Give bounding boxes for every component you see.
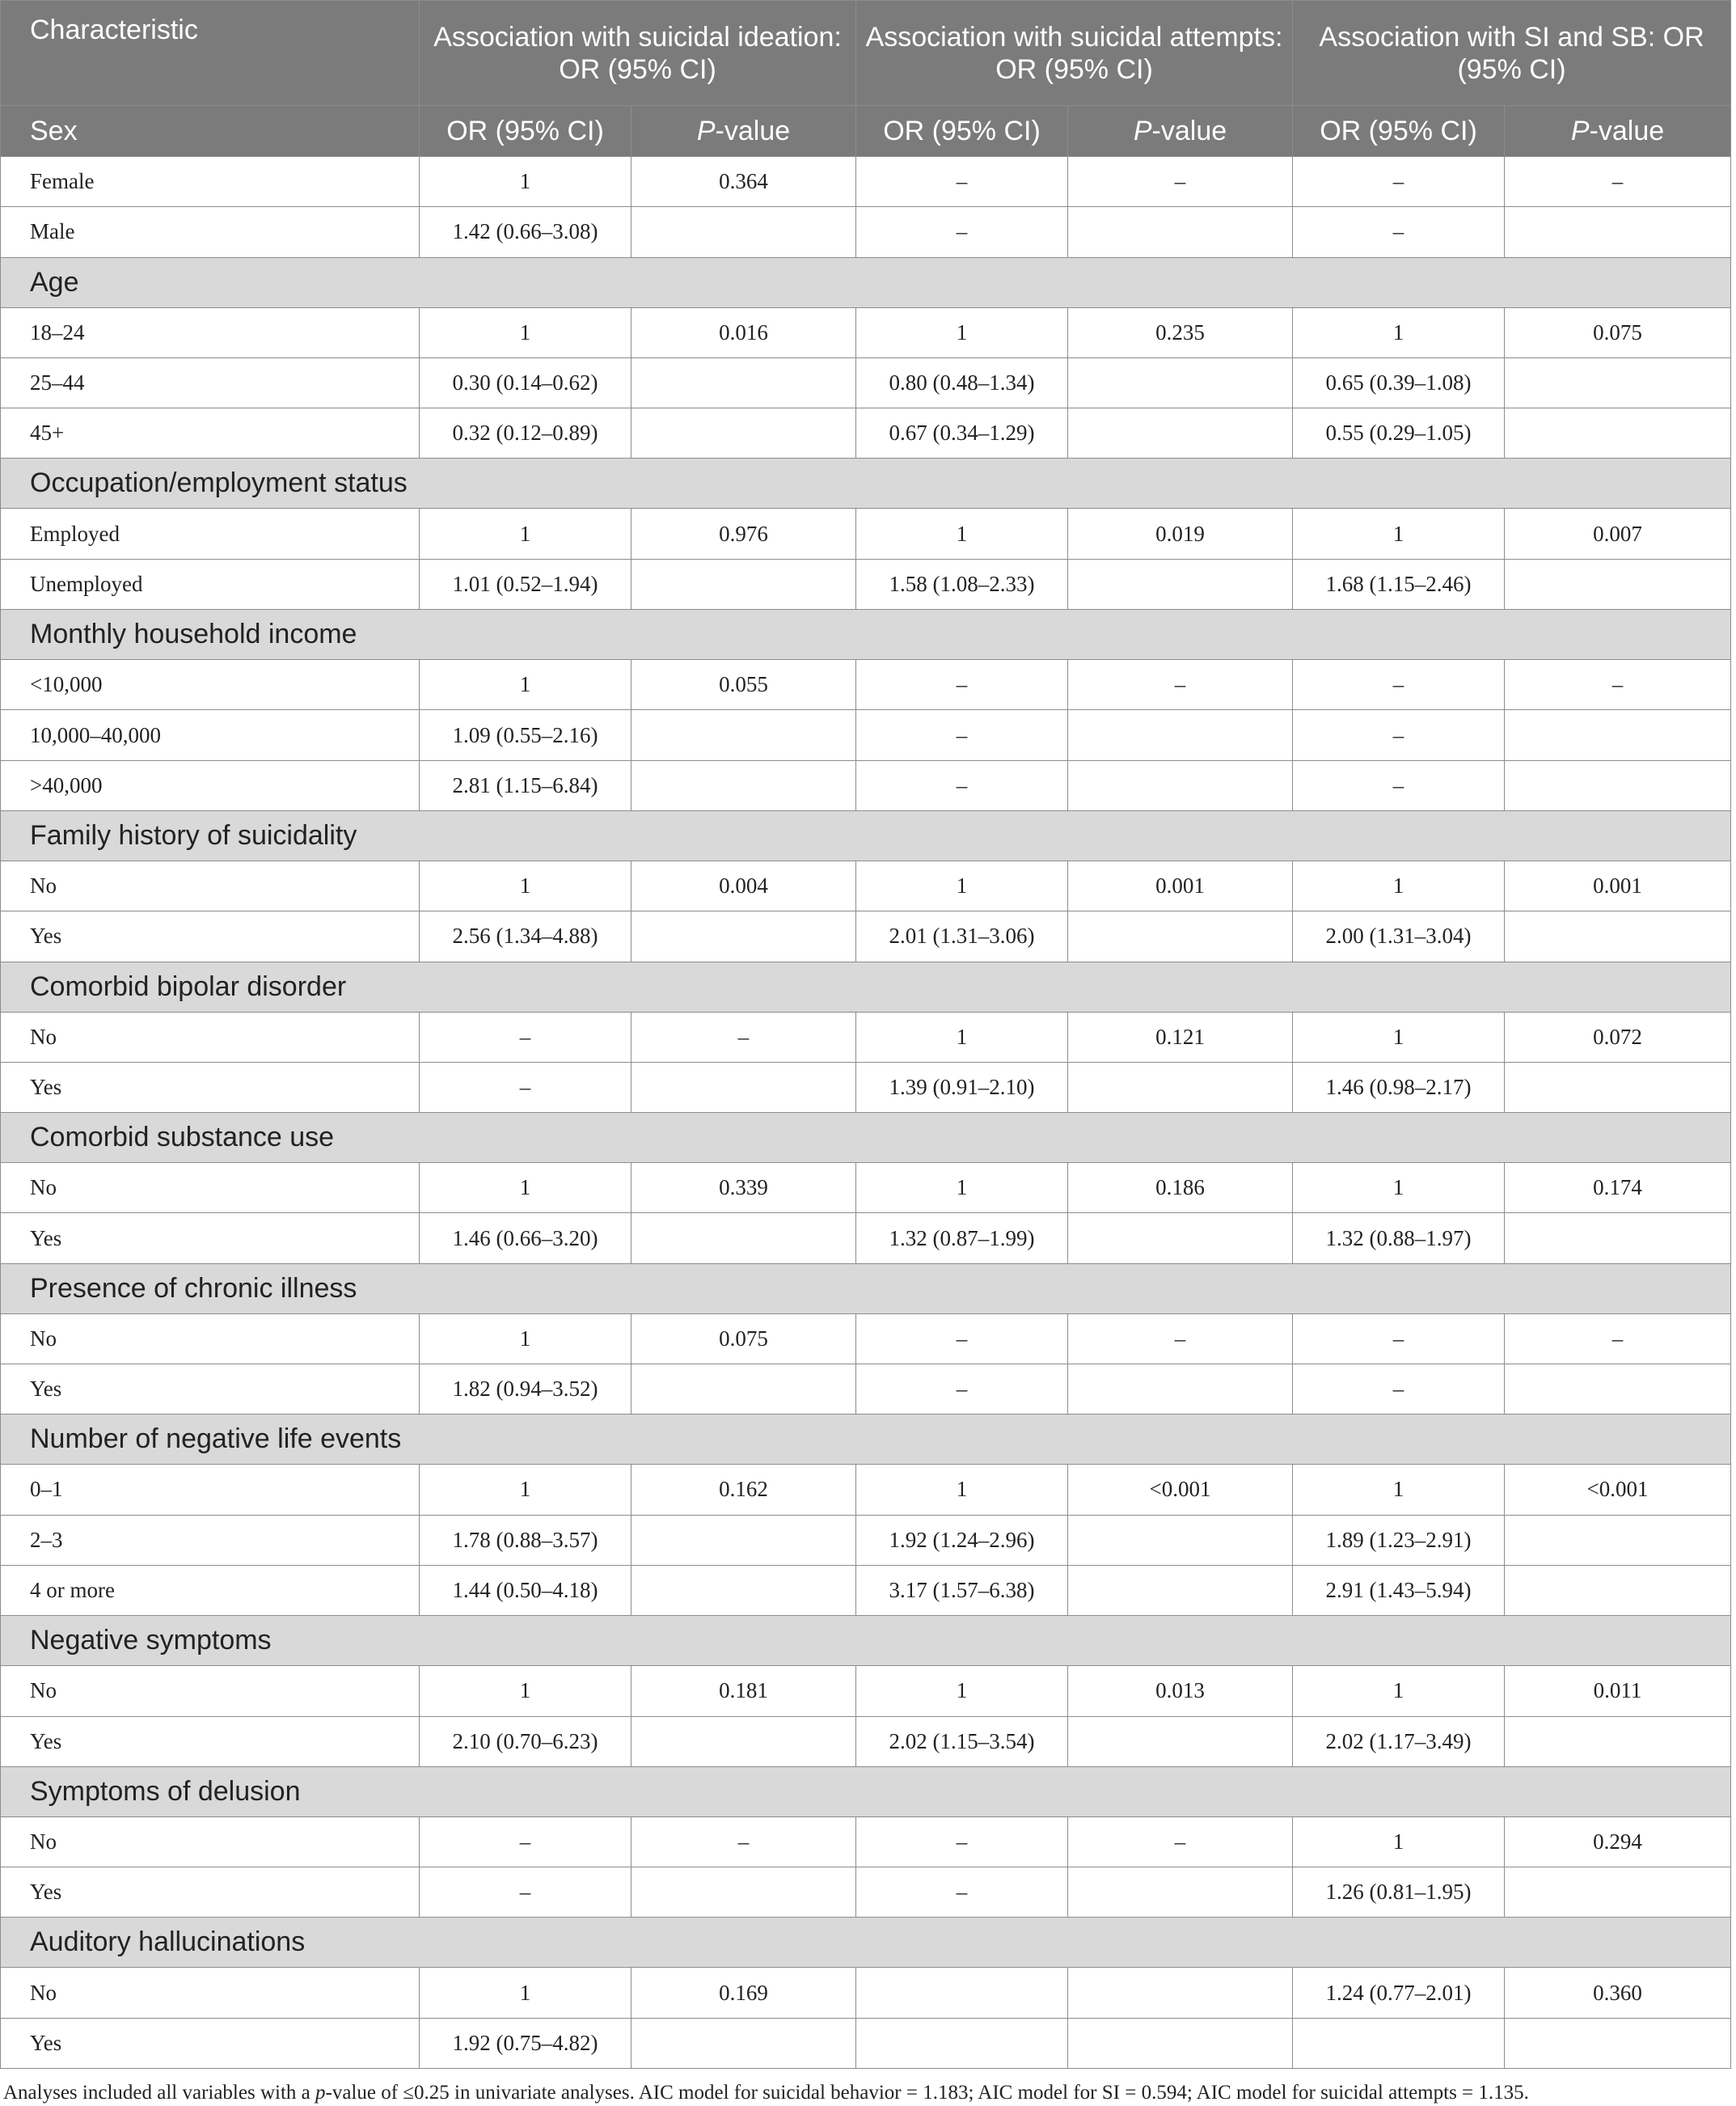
table-row: [1, 1364, 1731, 1415]
row-label: No: [1, 1816, 420, 1867]
sa-p-cell: [1068, 1364, 1293, 1415]
sa-or-cell: –: [856, 1867, 1068, 1918]
p-suffix: -value: [1151, 116, 1227, 146]
sa-or-cell: 2.02 (1.15–3.54): [856, 1716, 1068, 1766]
table-body: [1, 157, 1731, 2069]
si-or-cell: 1.01 (0.52–1.94): [420, 559, 631, 609]
sisb-or-cell: –: [1293, 157, 1505, 207]
section-header-row: [1, 1415, 1731, 1465]
sisb-p-cell: [1505, 1213, 1731, 1263]
sa-p-cell: [1068, 559, 1293, 609]
sa-p-cell: [1068, 1968, 1293, 2018]
si-or-cell: 1.78 (0.88–3.57): [420, 1515, 631, 1565]
sisb-p-cell: [1505, 408, 1731, 459]
table-footnote: [3, 2082, 1529, 2104]
row-label: 18–24: [1, 307, 420, 357]
p-suffix: -value: [715, 116, 791, 146]
section-title: Family history of suicidality: [1, 810, 1731, 861]
row-label: 4 or more: [1, 1565, 420, 1615]
sisb-or-cell: –: [1293, 1364, 1505, 1415]
sa-or-cell: 1: [856, 509, 1068, 559]
p-letter: P: [1570, 116, 1590, 146]
sa-p-cell: 0.019: [1068, 509, 1293, 559]
row-label: Yes: [1, 1213, 420, 1263]
section-title: Comorbid bipolar disorder: [1, 962, 1731, 1012]
table-row: [1, 509, 1731, 559]
sisb-p-cell: 0.007: [1505, 509, 1731, 559]
si-or-cell: 1: [420, 861, 631, 911]
sisb-p-cell: –: [1505, 660, 1731, 710]
sisb-or-cell: 1.24 (0.77–2.01): [1293, 1968, 1505, 2018]
row-label: >40,000: [1, 760, 420, 810]
sisb-or-cell: [1293, 2018, 1505, 2068]
si-p-cell: –: [631, 1012, 856, 1062]
si-or-cell: 0.32 (0.12–0.89): [420, 408, 631, 459]
sisb-or-cell: 2.00 (1.31–3.04): [1293, 911, 1505, 962]
sa-or-cell: 0.67 (0.34–1.29): [856, 408, 1068, 459]
sa-or-cell: –: [856, 660, 1068, 710]
sisb-or-cell: 1: [1293, 1465, 1505, 1515]
table-row: [1, 1816, 1731, 1867]
sa-or-cell: –: [856, 760, 1068, 810]
table-row: [1, 760, 1731, 810]
sisb-p-cell: 0.360: [1505, 1968, 1731, 2018]
sisb-or-cell: 1: [1293, 861, 1505, 911]
sisb-or-cell: 2.02 (1.17–3.49): [1293, 1716, 1505, 1766]
si-p-cell: [631, 1716, 856, 1766]
p-letter: P: [696, 116, 716, 146]
si-or-cell: 1: [420, 509, 631, 559]
row-label: No: [1, 1666, 420, 1716]
sisb-p-cell: [1505, 1364, 1731, 1415]
header-section-sex: Sex: [1, 106, 420, 157]
table-row: [1, 1968, 1731, 2018]
header-group-si-and-sb: Association with SI and SB: OR (95% CI): [1293, 1, 1731, 106]
sisb-p-cell: [1505, 760, 1731, 810]
sa-p-cell: 0.235: [1068, 307, 1293, 357]
si-p-cell: 0.181: [631, 1666, 856, 1716]
header-or-ci: OR (95% CI): [1293, 106, 1505, 157]
si-or-cell: 1.42 (0.66–3.08): [420, 207, 631, 257]
si-or-cell: –: [420, 1062, 631, 1112]
table-row: [1, 408, 1731, 459]
section-title: Age: [1, 257, 1731, 307]
table-row: [1, 1716, 1731, 1766]
si-or-cell: 1: [420, 1968, 631, 2018]
sisb-or-cell: 1.32 (0.88–1.97): [1293, 1213, 1505, 1263]
table-row: [1, 1465, 1731, 1515]
si-p-cell: [631, 1213, 856, 1263]
si-p-cell: [631, 760, 856, 810]
sa-or-cell: 0.80 (0.48–1.34): [856, 357, 1068, 408]
si-p-cell: 0.169: [631, 1968, 856, 2018]
sisb-p-cell: 0.294: [1505, 1816, 1731, 1867]
si-or-cell: 1.82 (0.94–3.52): [420, 1364, 631, 1415]
footnote-part2: -value of ≤0.25 in univariate analyses. AIC model for suicidal behavior = 1.183; AIC model for SI = 0.594; AIC model for suicidal attempts = 1.135.: [325, 2082, 1529, 2104]
header-p-value: [1068, 106, 1293, 157]
row-label: No: [1, 1012, 420, 1062]
table-row: [1, 660, 1731, 710]
sisb-or-cell: –: [1293, 710, 1505, 760]
row-label: 0–1: [1, 1465, 420, 1515]
table-row: [1, 1666, 1731, 1716]
header-group-suicidal-attempts: Association with suicidal attempts: OR (95% CI): [856, 1, 1293, 106]
si-p-cell: [631, 710, 856, 760]
sa-or-cell: –: [856, 207, 1068, 257]
sisb-p-cell: [1505, 710, 1731, 760]
si-or-cell: 1: [420, 660, 631, 710]
row-label: Female: [1, 157, 420, 207]
sa-or-cell: –: [856, 1364, 1068, 1415]
table-row: [1, 710, 1731, 760]
sisb-p-cell: [1505, 2018, 1731, 2068]
section-header-row: [1, 459, 1731, 509]
si-p-cell: [631, 357, 856, 408]
sa-p-cell: [1068, 1213, 1293, 1263]
section-title: Occupation/employment status: [1, 459, 1731, 509]
table-row: [1, 1565, 1731, 1615]
section-title: Number of negative life events: [1, 1415, 1731, 1465]
sisb-p-cell: [1505, 1062, 1731, 1112]
sisb-p-cell: [1505, 559, 1731, 609]
header-or-ci: OR (95% CI): [856, 106, 1068, 157]
si-or-cell: 1.92 (0.75–4.82): [420, 2018, 631, 2068]
sa-or-cell: 3.17 (1.57–6.38): [856, 1565, 1068, 1615]
sisb-p-cell: –: [1505, 157, 1731, 207]
sa-p-cell: 0.186: [1068, 1163, 1293, 1213]
sa-or-cell: 1.92 (1.24–2.96): [856, 1515, 1068, 1565]
si-p-cell: [631, 1062, 856, 1112]
table-row: [1, 1012, 1731, 1062]
section-title: Presence of chronic illness: [1, 1263, 1731, 1313]
sisb-p-cell: –: [1505, 1313, 1731, 1364]
sisb-p-cell: 0.011: [1505, 1666, 1731, 1716]
sisb-p-cell: 0.072: [1505, 1012, 1731, 1062]
section-header-row: [1, 962, 1731, 1012]
sisb-or-cell: 1: [1293, 509, 1505, 559]
header-group-suicidal-ideation: Association with suicidal ideation: OR (95% CI): [420, 1, 856, 106]
sa-or-cell: 1: [856, 1465, 1068, 1515]
sisb-or-cell: 1: [1293, 1163, 1505, 1213]
row-label: Yes: [1, 911, 420, 962]
table-row: [1, 207, 1731, 257]
si-or-cell: 2.10 (0.70–6.23): [420, 1716, 631, 1766]
sa-p-cell: –: [1068, 660, 1293, 710]
si-or-cell: –: [420, 1012, 631, 1062]
sa-p-cell: [1068, 1565, 1293, 1615]
sisb-or-cell: 2.91 (1.43–5.94): [1293, 1565, 1505, 1615]
sa-or-cell: –: [856, 1313, 1068, 1364]
table-row: [1, 357, 1731, 408]
sa-p-cell: [1068, 1716, 1293, 1766]
si-p-cell: [631, 911, 856, 962]
si-or-cell: 0.30 (0.14–0.62): [420, 357, 631, 408]
si-p-cell: 0.004: [631, 861, 856, 911]
sa-p-cell: 0.001: [1068, 861, 1293, 911]
si-or-cell: 1: [420, 157, 631, 207]
si-or-cell: 2.81 (1.15–6.84): [420, 760, 631, 810]
si-or-cell: 1: [420, 1163, 631, 1213]
row-label: 45+: [1, 408, 420, 459]
sisb-p-cell: [1505, 1515, 1731, 1565]
sa-or-cell: 1.58 (1.08–2.33): [856, 559, 1068, 609]
sisb-or-cell: –: [1293, 1313, 1505, 1364]
sisb-p-cell: [1505, 1867, 1731, 1918]
sa-p-cell: [1068, 2018, 1293, 2068]
row-label: No: [1, 1313, 420, 1364]
sa-p-cell: [1068, 1867, 1293, 1918]
section-header-row: [1, 1766, 1731, 1816]
sa-p-cell: [1068, 760, 1293, 810]
sisb-p-cell: [1505, 1565, 1731, 1615]
section-header-row: [1, 610, 1731, 660]
row-label: Yes: [1, 1716, 420, 1766]
sa-p-cell: [1068, 710, 1293, 760]
si-or-cell: 2.56 (1.34–4.88): [420, 911, 631, 962]
section-header-row: [1, 1616, 1731, 1666]
row-label: <10,000: [1, 660, 420, 710]
section-header-row: [1, 1113, 1731, 1163]
sisb-or-cell: –: [1293, 760, 1505, 810]
sisb-p-cell: 0.174: [1505, 1163, 1731, 1213]
sa-p-cell: [1068, 357, 1293, 408]
sa-p-cell: [1068, 408, 1293, 459]
sa-p-cell: <0.001: [1068, 1465, 1293, 1515]
sisb-p-cell: [1505, 911, 1731, 962]
si-or-cell: 1.46 (0.66–3.20): [420, 1213, 631, 1263]
sisb-p-cell: <0.001: [1505, 1465, 1731, 1515]
sa-or-cell: –: [856, 710, 1068, 760]
sisb-p-cell: 0.001: [1505, 861, 1731, 911]
sa-or-cell: 1.39 (0.91–2.10): [856, 1062, 1068, 1112]
sa-or-cell: 1: [856, 1666, 1068, 1716]
si-p-cell: 0.162: [631, 1465, 856, 1515]
section-title: Symptoms of delusion: [1, 1766, 1731, 1816]
si-or-cell: –: [420, 1816, 631, 1867]
sisb-or-cell: 1.68 (1.15–2.46): [1293, 559, 1505, 609]
sa-or-cell: 1: [856, 861, 1068, 911]
si-p-cell: [631, 1565, 856, 1615]
section-title: Negative symptoms: [1, 1616, 1731, 1666]
sa-or-cell: [856, 2018, 1068, 2068]
sisb-or-cell: 1: [1293, 307, 1505, 357]
section-title: Comorbid substance use: [1, 1113, 1731, 1163]
sa-or-cell: 2.01 (1.31–3.06): [856, 911, 1068, 962]
row-label: Yes: [1, 1867, 420, 1918]
si-or-cell: 1.44 (0.50–4.18): [420, 1565, 631, 1615]
table-row: [1, 1867, 1731, 1918]
row-label: Yes: [1, 1364, 420, 1415]
section-header-row: [1, 257, 1731, 307]
section-title: Monthly household income: [1, 610, 1731, 660]
si-p-cell: [631, 559, 856, 609]
sa-or-cell: 1: [856, 1012, 1068, 1062]
sa-p-cell: [1068, 1515, 1293, 1565]
header-p-value: [631, 106, 856, 157]
sisb-p-cell: [1505, 357, 1731, 408]
sisb-or-cell: 1: [1293, 1816, 1505, 1867]
section-header-row: [1, 810, 1731, 861]
row-label: 2–3: [1, 1515, 420, 1565]
sisb-or-cell: 0.55 (0.29–1.05): [1293, 408, 1505, 459]
si-or-cell: 1: [420, 1465, 631, 1515]
table-row: [1, 307, 1731, 357]
si-p-cell: 0.016: [631, 307, 856, 357]
si-p-cell: 0.055: [631, 660, 856, 710]
sa-p-cell: 0.013: [1068, 1666, 1293, 1716]
row-label: 10,000–40,000: [1, 710, 420, 760]
si-or-cell: 1: [420, 1313, 631, 1364]
table-row: [1, 157, 1731, 207]
header-characteristic: Characteristic: [1, 1, 420, 106]
sa-or-cell: 1.32 (0.87–1.99): [856, 1213, 1068, 1263]
si-or-cell: 1.09 (0.55–2.16): [420, 710, 631, 760]
section-header-row: [1, 1263, 1731, 1313]
sisb-or-cell: 1.89 (1.23–2.91): [1293, 1515, 1505, 1565]
sa-or-cell: 1: [856, 1163, 1068, 1213]
footnote-p-italic: p: [315, 2082, 326, 2104]
header-row-subcolumns: [1, 106, 1731, 157]
row-label: Male: [1, 207, 420, 257]
table-header: [1, 1, 1731, 157]
sisb-p-cell: [1505, 207, 1731, 257]
sa-p-cell: –: [1068, 157, 1293, 207]
row-label: Yes: [1, 2018, 420, 2068]
section-header-row: [1, 1918, 1731, 1968]
header-p-value: [1505, 106, 1731, 157]
si-p-cell: [631, 207, 856, 257]
si-p-cell: 0.364: [631, 157, 856, 207]
si-or-cell: –: [420, 1867, 631, 1918]
sisb-p-cell: [1505, 1716, 1731, 1766]
si-or-cell: 1: [420, 307, 631, 357]
sisb-p-cell: 0.075: [1505, 307, 1731, 357]
sisb-or-cell: –: [1293, 660, 1505, 710]
sa-p-cell: [1068, 1062, 1293, 1112]
row-label: No: [1, 861, 420, 911]
sisb-or-cell: 1.26 (0.81–1.95): [1293, 1867, 1505, 1918]
sisb-or-cell: 0.65 (0.39–1.08): [1293, 357, 1505, 408]
sa-p-cell: [1068, 911, 1293, 962]
header-or-ci: OR (95% CI): [420, 106, 631, 157]
p-letter: P: [1133, 116, 1152, 146]
sisb-or-cell: 1: [1293, 1012, 1505, 1062]
row-label: No: [1, 1163, 420, 1213]
sisb-or-cell: 1: [1293, 1666, 1505, 1716]
table-row: [1, 1515, 1731, 1565]
row-label: 25–44: [1, 357, 420, 408]
p-suffix: -value: [1589, 116, 1665, 146]
section-title: Auditory hallucinations: [1, 1918, 1731, 1968]
table-row: [1, 1163, 1731, 1213]
row-label: Yes: [1, 1062, 420, 1112]
row-label: No: [1, 1968, 420, 2018]
si-p-cell: –: [631, 1816, 856, 1867]
si-p-cell: [631, 408, 856, 459]
row-label: Employed: [1, 509, 420, 559]
si-p-cell: [631, 1515, 856, 1565]
row-label: Unemployed: [1, 559, 420, 609]
si-p-cell: 0.075: [631, 1313, 856, 1364]
si-or-cell: 1: [420, 1666, 631, 1716]
table-row: [1, 2018, 1731, 2068]
sa-p-cell: [1068, 207, 1293, 257]
si-p-cell: [631, 2018, 856, 2068]
sisb-or-cell: –: [1293, 207, 1505, 257]
sisb-or-cell: 1.46 (0.98–2.17): [1293, 1062, 1505, 1112]
table-row: [1, 861, 1731, 911]
sa-or-cell: 1: [856, 307, 1068, 357]
si-p-cell: [631, 1364, 856, 1415]
sa-p-cell: –: [1068, 1816, 1293, 1867]
si-p-cell: 0.339: [631, 1163, 856, 1213]
si-p-cell: 0.976: [631, 509, 856, 559]
table-row: [1, 1062, 1731, 1112]
table-row: [1, 559, 1731, 609]
footnote-part1: Analyses included all variables with a: [3, 2082, 315, 2104]
sa-p-cell: –: [1068, 1313, 1293, 1364]
sa-or-cell: [856, 1968, 1068, 2018]
sa-p-cell: 0.121: [1068, 1012, 1293, 1062]
sa-or-cell: –: [856, 1816, 1068, 1867]
table-row: [1, 1213, 1731, 1263]
table-row: [1, 911, 1731, 962]
header-row-groups: [1, 1, 1731, 106]
table-row: [1, 1313, 1731, 1364]
si-p-cell: [631, 1867, 856, 1918]
sa-or-cell: –: [856, 157, 1068, 207]
